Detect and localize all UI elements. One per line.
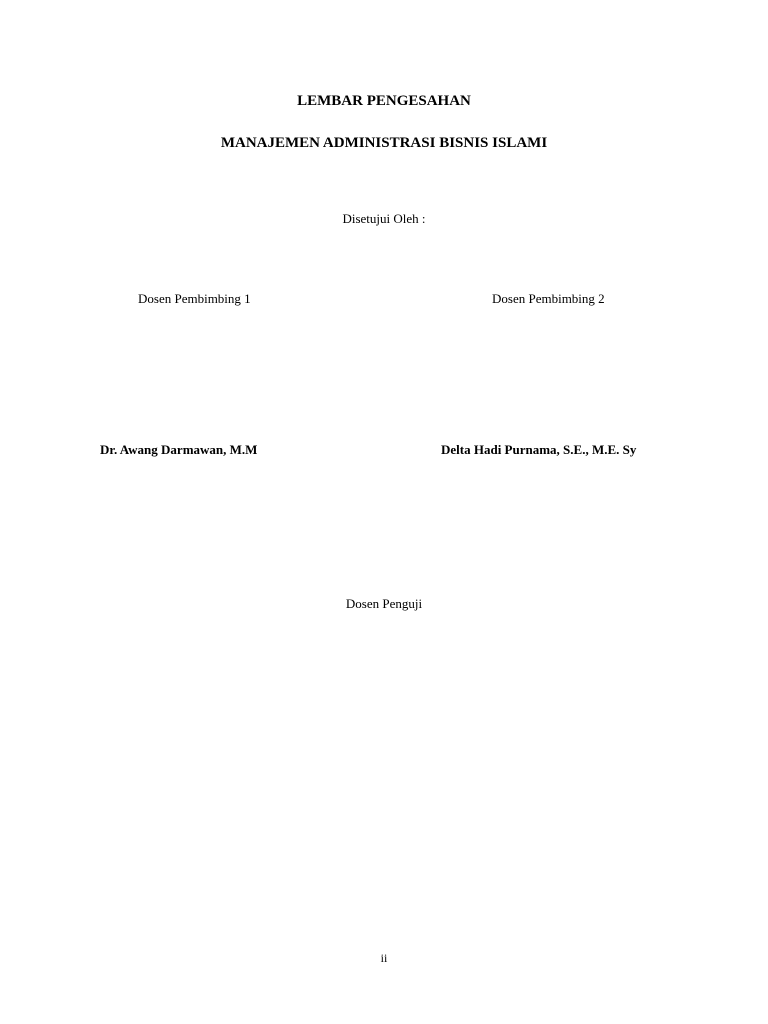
- supervisor-2-name: Delta Hadi Purnama, S.E., M.E. Sy: [441, 442, 637, 457]
- supervisor-2-label: Dosen Pembimbing 2: [492, 291, 605, 306]
- supervisor-1-label: Dosen Pembimbing 1: [138, 291, 251, 306]
- supervisor-1-name: Dr. Awang Darmawan, M.M: [100, 442, 258, 457]
- examiner-label: Dosen Penguji: [345, 596, 423, 611]
- page-number: ii: [380, 951, 388, 965]
- document-subtitle: MANAJEMEN ADMINISTRASI BISNIS ISLAMI: [220, 135, 548, 151]
- page-title: LEMBAR PENGESAHAN: [297, 93, 471, 109]
- approved-by-label: Disetujui Oleh :: [342, 211, 426, 226]
